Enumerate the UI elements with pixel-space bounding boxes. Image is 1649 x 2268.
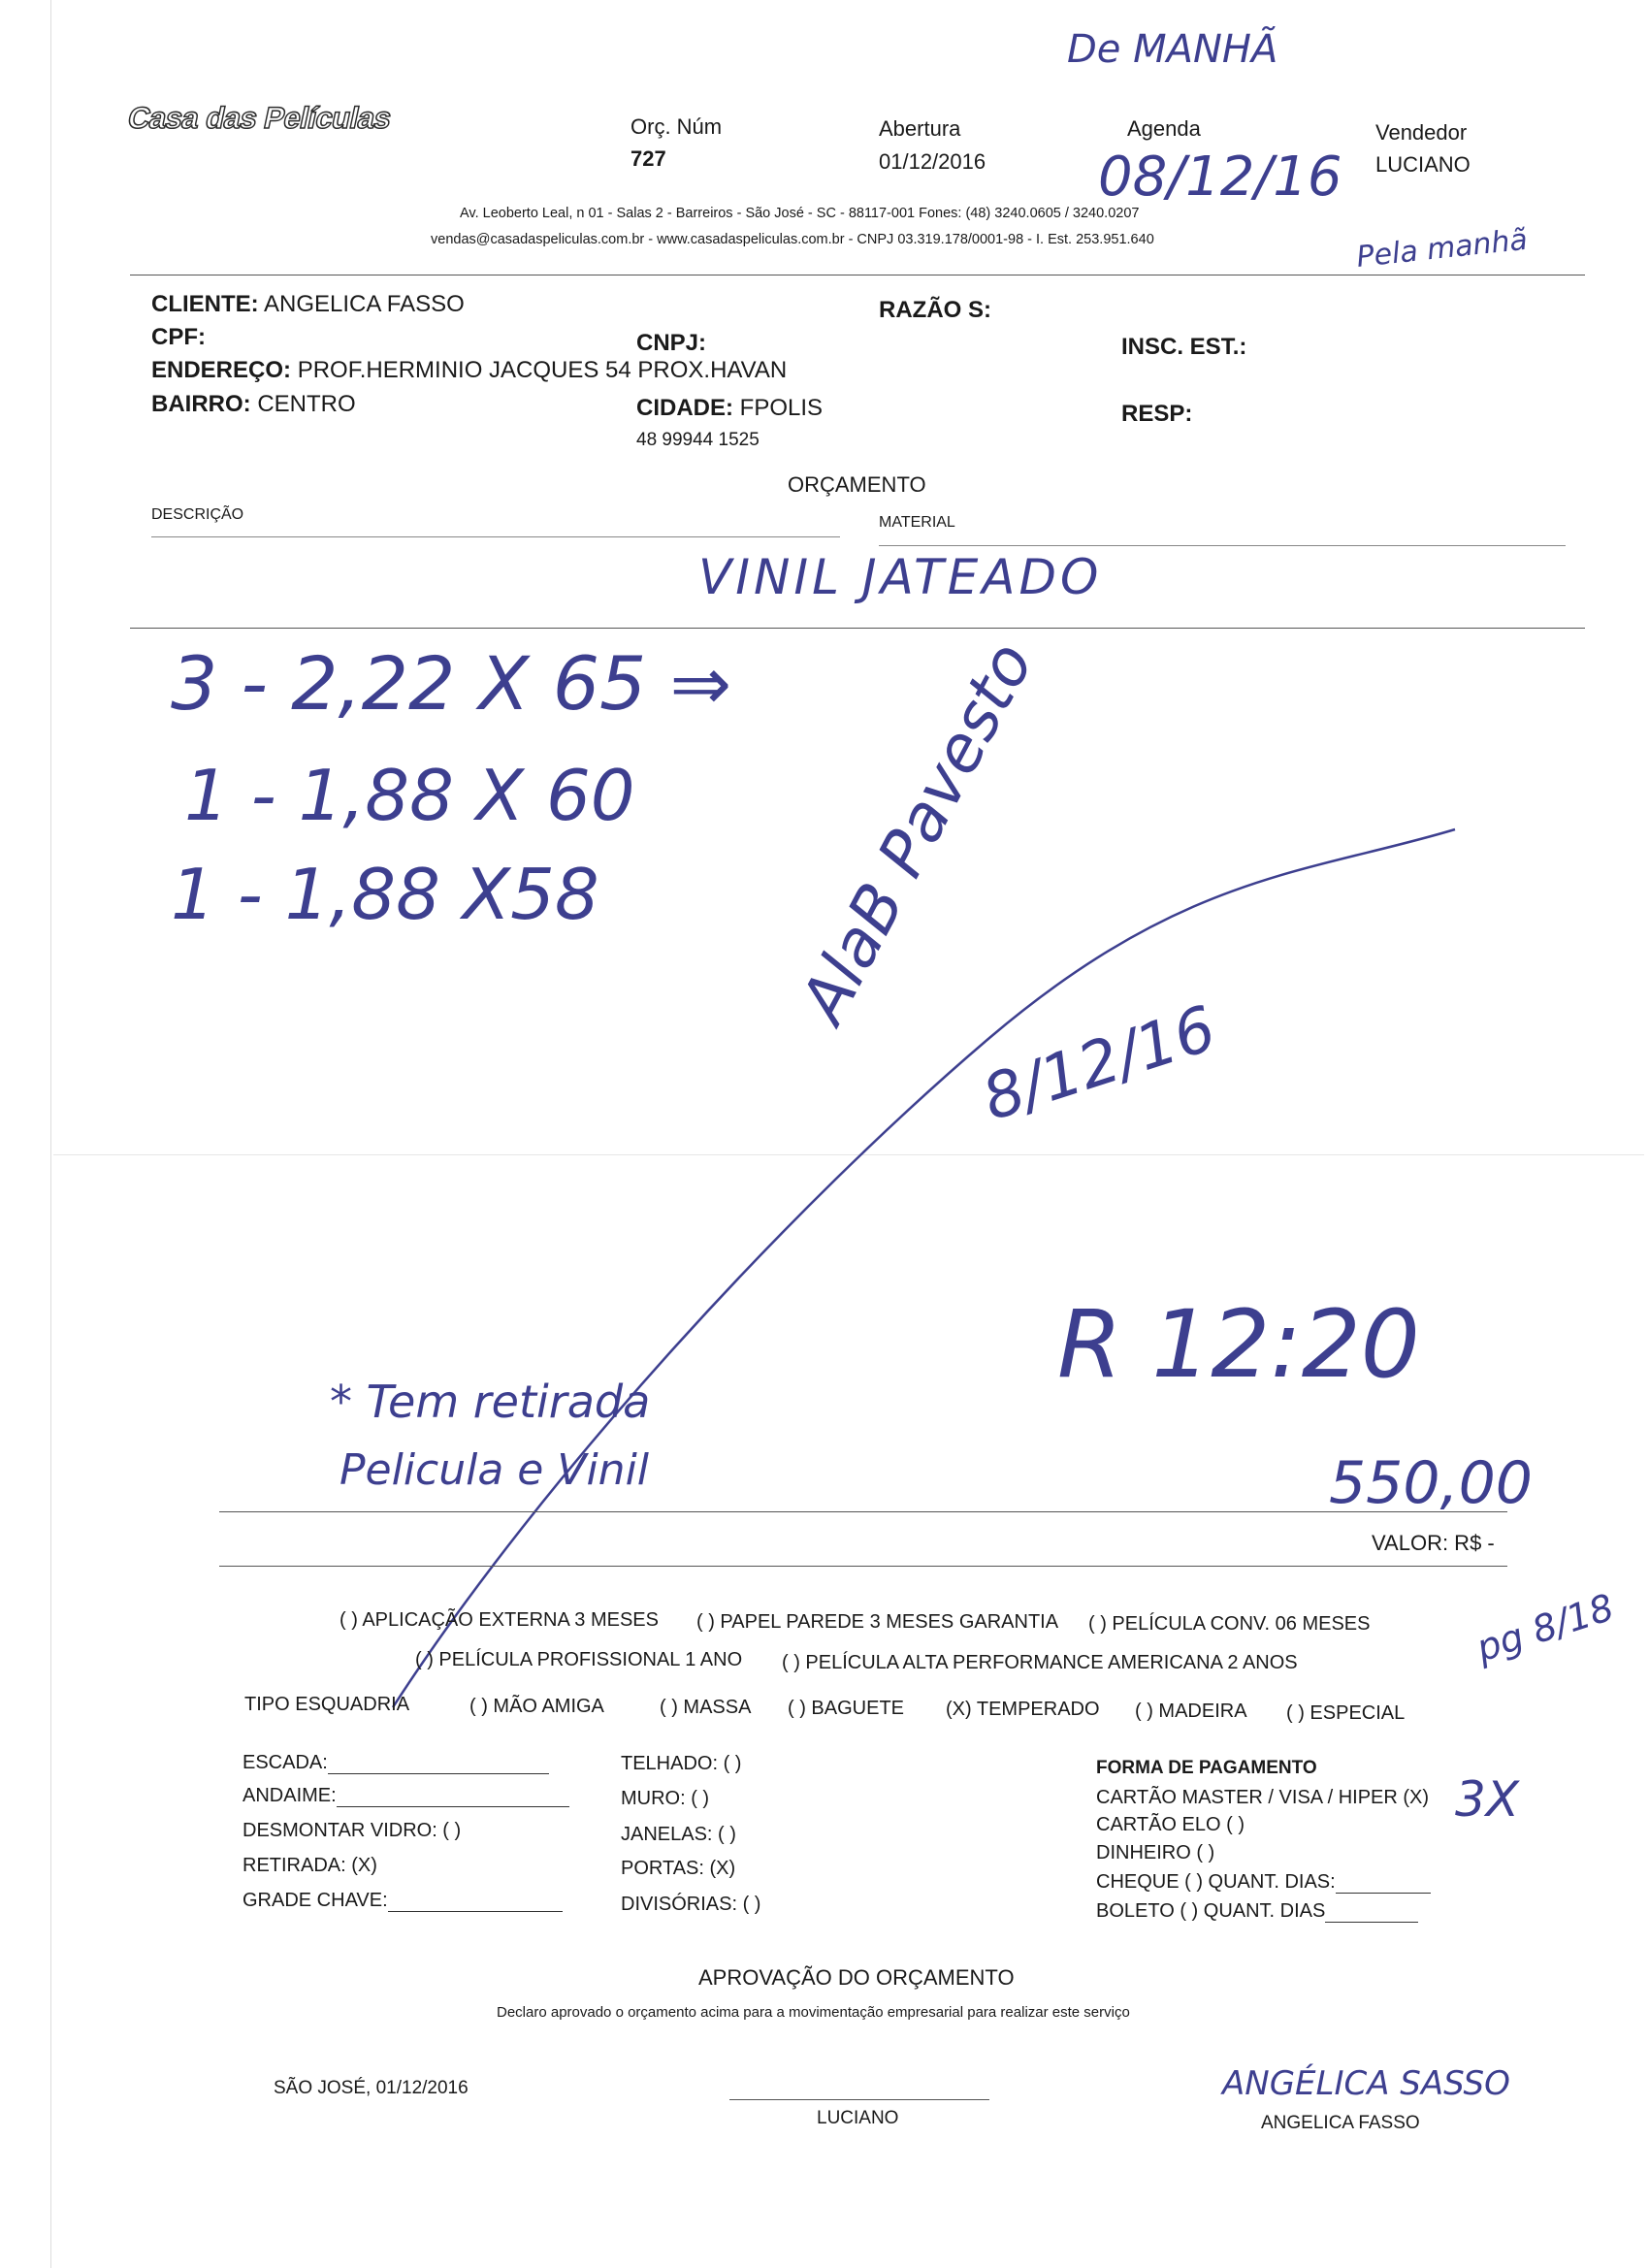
hand-3x: 3X xyxy=(1455,1771,1520,1828)
approval-title: APROVAÇÃO DO ORÇAMENTO xyxy=(698,1965,1015,1990)
tipo-esquadria-label: TIPO ESQUADRIA xyxy=(244,1694,410,1715)
hand-material: VINIL JATEADO xyxy=(698,549,1103,605)
seller-name: LUCIANO xyxy=(817,2108,899,2128)
tipo-massa[interactable]: ( ) MASSA xyxy=(660,1697,752,1718)
valor-line-top xyxy=(219,1511,1507,1512)
address-line-1: Av. Leoberto Leal, n 01 - Salas 2 - Barreiros - São José - SC - 88117-001 Fones: (48) 3240.0605 / 3240.0207 xyxy=(460,206,1140,221)
agenda-value: 08/12/16 xyxy=(1098,146,1342,209)
pagamento-boleto[interactable] xyxy=(1096,1900,1418,1923)
extra-desmontar-vidro[interactable]: DESMONTAR VIDRO: ( ) xyxy=(242,1820,462,1841)
extra-andaime[interactable] xyxy=(242,1785,569,1807)
extra-janelas[interactable]: JANELAS: ( ) xyxy=(621,1824,736,1845)
extra-portas[interactable]: PORTAS: (X) xyxy=(621,1858,736,1879)
hand-note-1: * Tem retirada xyxy=(330,1376,651,1428)
seller-signature-line xyxy=(729,2099,989,2100)
agenda-label: Agenda xyxy=(1127,116,1201,141)
hand-note-2: Pelicula e Vinil xyxy=(340,1445,650,1495)
escada-field-line xyxy=(328,1756,549,1774)
extra-escada-label: ESCADA: xyxy=(242,1752,328,1773)
option-pelicula-profissional[interactable]: ( ) PELÍCULA PROFISSIONAL 1 ANO xyxy=(415,1649,743,1670)
hand-client-signature: ANGÉLICA SASSO xyxy=(1222,2064,1510,2103)
cheque-dias-line xyxy=(1336,1875,1431,1894)
extra-muro[interactable]: MURO: ( ) xyxy=(621,1788,710,1809)
resp-label: RESP: xyxy=(1121,401,1193,427)
option-papel-parede[interactable]: ( ) PAPEL PAREDE 3 MESES GARANTIA xyxy=(696,1611,1059,1633)
grade-chave-field-line xyxy=(388,1894,563,1912)
bairro-label: BAIRRO: xyxy=(151,391,251,417)
valor-line-bottom xyxy=(219,1566,1507,1567)
abertura-label: Abertura xyxy=(879,116,961,141)
razao-label: RAZÃO S: xyxy=(879,297,991,323)
pagamento-title: FORMA DE PAGAMENTO xyxy=(1096,1758,1317,1778)
cliente-label: CLIENTE: xyxy=(151,291,259,317)
andaime-field-line xyxy=(337,1789,569,1807)
extra-telhado[interactable]: TELHADO: ( ) xyxy=(621,1753,742,1774)
hand-measure-3: 1 - 1,88 X58 xyxy=(171,854,599,935)
bairro-value: CENTRO xyxy=(257,391,356,417)
orc-num-label: Orç. Núm xyxy=(630,114,723,139)
hand-top-note: De MANHÃ xyxy=(1067,27,1278,72)
hand-signature-date: 8/12/16 xyxy=(974,992,1225,1136)
endereco-label: ENDEREÇO: xyxy=(151,357,292,383)
valor-label: VALOR: R$ - xyxy=(1372,1531,1495,1555)
descricao-label: DESCRIÇÃO xyxy=(151,506,244,523)
tipo-madeira[interactable]: ( ) MADEIRA xyxy=(1135,1701,1247,1722)
option-pelicula-alta-performance[interactable]: ( ) PELÍCULA ALTA PERFORMANCE AMERICANA 2 ANOS xyxy=(782,1652,1298,1673)
phone-number: 48 99944 1525 xyxy=(636,430,760,450)
orcamento-title: ORÇAMENTO xyxy=(788,472,926,497)
insc-label: INSC. EST.: xyxy=(1121,334,1247,360)
tipo-baguete[interactable]: ( ) BAGUETE xyxy=(788,1698,905,1719)
option-pelicula-conv[interactable]: ( ) PELÍCULA CONV. 06 MESES xyxy=(1088,1613,1371,1635)
vendedor-label: Vendedor xyxy=(1375,120,1468,145)
hand-page-note: pg 8/18 xyxy=(1471,1585,1619,1670)
cnpj-label: CNPJ: xyxy=(636,330,707,356)
extra-grade-chave[interactable] xyxy=(242,1890,563,1912)
boleto-dias-line xyxy=(1325,1904,1418,1923)
logo-text: Casa das Películas xyxy=(124,101,395,135)
cidade-label: CIDADE: xyxy=(636,395,733,421)
hand-pela-note: Pela manhã xyxy=(1354,222,1530,275)
client-name: ANGELICA FASSO xyxy=(1261,2113,1420,2133)
abertura-value: 01/12/2016 xyxy=(879,149,986,174)
pagamento-cheque-label: CHEQUE ( ) QUANT. DIAS: xyxy=(1096,1871,1336,1893)
extra-grade-chave-label: GRADE CHAVE: xyxy=(242,1890,388,1911)
approval-declaration: Declaro aprovado o orçamento acima para a movimentação empresarial para realizar este serviço xyxy=(497,2004,1130,2021)
pagamento-dinheiro[interactable]: DINHEIRO ( ) xyxy=(1096,1842,1215,1863)
tipo-temperado[interactable]: (X) TEMPERADO xyxy=(946,1699,1100,1720)
pagamento-cheque[interactable] xyxy=(1096,1871,1431,1894)
address-line-2: vendas@casadaspeliculas.com.br - www.casadaspeliculas.com.br - CNPJ 03.319.178/0001-98 - I. Est. 253.951.640 xyxy=(431,232,1154,247)
vendedor-value: LUCIANO xyxy=(1375,152,1471,177)
orc-num-value: 727 xyxy=(630,146,666,171)
place-date: SÃO JOSÉ, 01/12/2016 xyxy=(274,2078,469,2098)
hand-r-note: R 12:20 xyxy=(1057,1290,1420,1399)
extra-retirada[interactable]: RETIRADA: (X) xyxy=(242,1855,377,1876)
hand-measure-1: 3 - 2,22 X 65 ⇒ xyxy=(171,640,732,727)
tipo-mao-amiga[interactable]: ( ) MÃO AMIGA xyxy=(469,1696,604,1717)
cpf-label: CPF: xyxy=(151,324,206,350)
material-label: MATERIAL xyxy=(879,514,955,531)
pagamento-cartao-master[interactable]: CARTÃO MASTER / VISA / HIPER (X) xyxy=(1096,1787,1430,1808)
extra-andaime-label: ANDAIME: xyxy=(242,1785,337,1806)
hand-value: 550,00 xyxy=(1329,1449,1533,1517)
option-aplicacao-externa[interactable]: ( ) APLICAÇÃO EXTERNA 3 MESES xyxy=(340,1609,659,1631)
cidade-value: FPOLIS xyxy=(739,395,824,421)
extra-divisorias[interactable]: DIVISÓRIAS: ( ) xyxy=(621,1894,761,1915)
endereco-value: PROF.HERMINIO JACQUES 54 PROX.HAVAN xyxy=(297,357,788,383)
hand-signature: AlaB Pavesto xyxy=(786,630,1049,1035)
pagamento-boleto-label: BOLETO ( ) QUANT. DIAS xyxy=(1096,1900,1326,1922)
cliente-value: ANGELICA FASSO xyxy=(264,291,465,317)
extra-escada[interactable] xyxy=(242,1752,549,1774)
pagamento-cartao-elo[interactable]: CARTÃO ELO ( ) xyxy=(1096,1814,1245,1835)
tipo-especial[interactable]: ( ) ESPECIAL xyxy=(1286,1702,1406,1724)
hand-measure-2: 1 - 1,88 X 60 xyxy=(184,755,635,836)
